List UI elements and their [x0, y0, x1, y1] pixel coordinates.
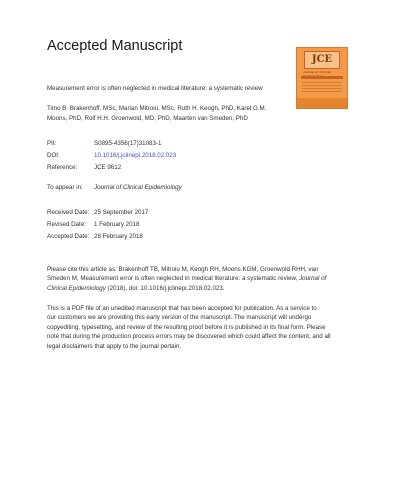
- citation-journal: Journal of: [299, 275, 327, 283]
- journal-cover-caption: Journal of Clinical: [303, 70, 331, 74]
- received-label: Received Date:: [47, 209, 90, 216]
- cover-line: [302, 85, 342, 86]
- disclaimer-line: note that during the production process errors may be discovered which could affect the content, and all: [47, 333, 331, 341]
- appear-label: To appear in:: [47, 184, 83, 191]
- revised-label: Revised Date:: [47, 221, 86, 228]
- pii-label: PII:: [47, 140, 57, 147]
- doi-link[interactable]: 10.1016/j.jclinepi.2018.02.023: [94, 152, 177, 159]
- doi-row: [0, 152, 414, 162]
- doi-label: DOI:: [47, 152, 60, 159]
- authors-line: Timo B. Brakenhoff, MSc, Marian Mitroiu, MSc, Ruth H. Keogh, PhD, Karel G.M.: [47, 105, 267, 112]
- authors-line: Moons, PhD, Rolf H.H. Groenwold, MD, PhD, Maarten van Smeden, PhD: [47, 114, 248, 122]
- journal-cover-thumbnail: [296, 47, 348, 109]
- pii-row: [0, 140, 414, 150]
- disclaimer-line: legal disclaimers that apply to the journal pertain.: [47, 342, 182, 350]
- reference-row: [0, 164, 414, 174]
- cover-band: [301, 76, 343, 79]
- received-row: [0, 209, 414, 219]
- disclaimer-line: This is a PDF file of an unedited manuscript that has been accepted for publication. As a service to: [47, 305, 317, 312]
- citation-line: [47, 284, 372, 293]
- article-authors: [47, 104, 327, 123]
- accepted-label: Accepted Date:: [47, 233, 90, 240]
- reference-label: Reference:: [47, 164, 78, 171]
- revised-value: 1 February 2018: [94, 221, 140, 228]
- page-heading: Accepted Manuscript: [47, 38, 183, 54]
- citation-text: Smeden M, Measurement error is often neglected in medical literature: a systematic review,: [47, 275, 300, 283]
- citation-line: [47, 274, 372, 283]
- accepted-row: [0, 233, 414, 243]
- disclaimer-line: copyediting, typesetting, and review of the resulting proof before it is published in its final form. Please: [47, 323, 326, 331]
- citation-journal: Clinical Epidemiology: [47, 284, 106, 292]
- pii-value: S0895-4356(17)31083-1: [94, 140, 162, 147]
- cover-line: [302, 88, 342, 89]
- disclaimer-paragraph: [47, 304, 372, 351]
- article-title: Measurement error is often neglected in medical literature: a systematic review: [47, 85, 263, 92]
- appear-row: [0, 184, 414, 194]
- cover-line: [302, 82, 342, 83]
- citation-line: Please cite this article as: Brakenhoff TB, Mitroiu M, Keogh RH, Moons KGM, Groenwold RHH, van: [47, 266, 319, 273]
- accepted-value: 28 February 2018: [94, 233, 143, 240]
- disclaimer-line: our customers we are providing this early version of the manuscript. The manuscript will undergo: [47, 314, 312, 322]
- reference-value: JCE 9612: [94, 164, 122, 171]
- cover-line: [302, 91, 342, 92]
- appear-value: Journal of Clinical Epidemiology: [94, 184, 182, 191]
- received-value: 25 September 2017: [94, 209, 149, 216]
- citation-paragraph: [47, 265, 372, 293]
- revised-row: [0, 221, 414, 231]
- journal-logo: JCE: [304, 51, 340, 69]
- citation-text: (2018), doi: 10.1016/j.jclinepi.2018.02.023.: [105, 284, 225, 292]
